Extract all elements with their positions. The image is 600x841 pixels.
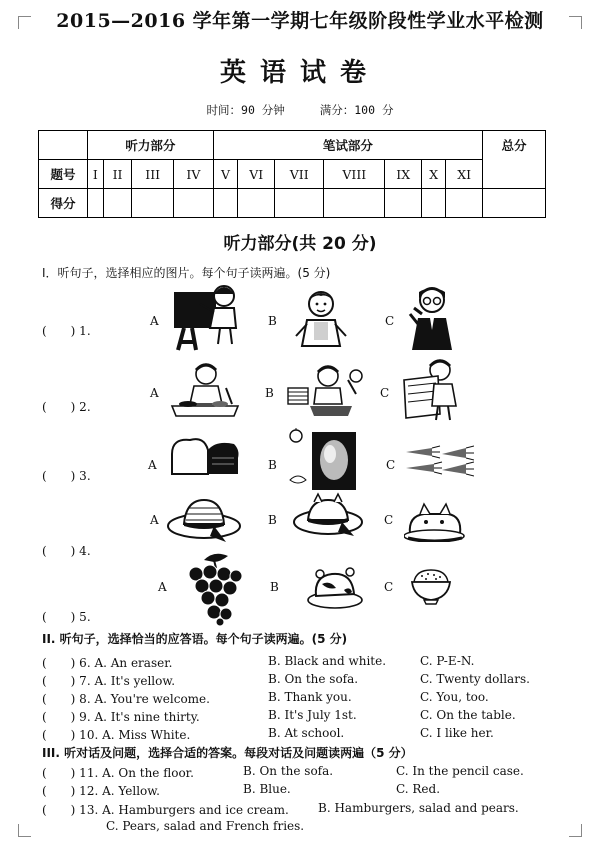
question-row-label: 题号 [39,160,88,189]
score-cell[interactable] [324,189,385,218]
written-header: 笔试部分 [213,131,482,160]
part2-heading: II. 听句子，选择恰当的应答语。每个句子读两遍。(5 分) [42,632,348,646]
option-letter: C [386,458,396,472]
exam-meta [0,102,600,118]
boy-picture [290,288,352,350]
q8-option-c: C. You, too. [420,690,489,704]
q12-option-c: C. Red. [396,782,441,796]
score-cell[interactable] [132,189,174,218]
numeral-cell: II [103,160,132,189]
q9-option-c: C. On the table. [420,708,516,722]
total-header: 总分 [483,131,546,189]
question-number: ( ) 4. [42,544,91,558]
listening-section-title: 听力部分(共 20 分) [223,234,377,254]
numeral-cell: III [132,160,174,189]
option-letter: A [158,580,167,594]
part3-heading: III. 听对话及问题，选择合适的答案。每段对话及问题读两遍（5 分） [42,746,413,760]
roast-chicken-picture [306,560,364,610]
kid-at-fridge-picture [398,356,464,422]
q7-option-b: B. On the sofa. [268,672,359,686]
q7-option-a: ( ) 7. A. It's yellow. [42,674,176,688]
score-cell[interactable] [385,189,422,218]
numeral-cell: XI [446,160,483,189]
numeral-cell: VII [275,160,324,189]
score-cell[interactable] [446,189,483,218]
q11-option-c: C. In the pencil case. [396,764,524,778]
exam-title: 2015—2016 学年第一学期七年级阶段性学业水平检测 [56,10,544,32]
option-letter: C [384,513,394,527]
score-row-label: 得分 [39,189,88,218]
score-table-corner [39,131,88,160]
q10-option-b: B. At school. [268,726,345,740]
kid-studying-picture [286,360,364,420]
score-cell[interactable] [421,189,445,218]
listening-header: 听力部分 [88,131,214,160]
score-cell[interactable] [103,189,132,218]
numeral-cell: V [213,160,238,189]
score-cell[interactable] [275,189,324,218]
question-number: ( ) 2. [42,400,91,414]
blackboard-teacher-picture [170,282,240,352]
score-cell[interactable] [213,189,238,218]
hat-picture [166,496,242,544]
q12-option-a: ( ) 12. A. Yellow. [42,784,160,798]
numeral-cell: IV [174,160,214,189]
cat-under-hat-picture [404,494,466,542]
q8-option-a: ( ) 8. A. You're welcome. [42,692,210,706]
option-letter: C [380,386,390,400]
option-letter: B [265,386,274,400]
q13-option-a: ( ) 13. A. Hamburgers and ice cream. [42,803,289,817]
score-table [38,130,546,218]
option-letter: B [270,580,279,594]
bread-picture [168,434,242,478]
option-letter: A [148,458,157,472]
q9-option-b: B. It's July 1st. [268,708,357,722]
q7-option-c: C. Twenty dollars. [420,672,530,686]
score-cell[interactable] [88,189,104,218]
rice-bowl-picture [410,566,452,606]
option-letter: B [268,314,277,328]
numeral-cell: IX [385,160,422,189]
q8-option-b: B. Thank you. [268,690,352,704]
numeral-cell: X [421,160,445,189]
part1-heading: I．听句子，选择相应的图片。每个句子读两遍。(5 分) [42,266,331,280]
time-label: 时间：90 分钟 [206,103,285,117]
numeral-cell: VI [238,160,275,189]
q11-option-b: B. On the sofa. [243,764,334,778]
option-letter: A [150,314,159,328]
exam-subject: 英语试卷 [219,58,380,88]
grapes-picture [184,550,244,626]
q9-option-a: ( ) 9. A. It's nine thirty. [42,710,200,724]
option-letter: A [150,513,159,527]
score-cell[interactable] [174,189,214,218]
option-letter: B [268,513,277,527]
score-cell[interactable] [238,189,275,218]
question-number: ( ) 3. [42,469,91,483]
numeral-cell: I [88,160,104,189]
option-letter: C [384,580,394,594]
q6-option-b: B. Black and white. [268,654,387,668]
q13-option-c: C. Pears, salad and French fries. [106,819,305,833]
q12-option-b: B. Blue. [243,782,291,796]
q11-option-a: ( ) 11. A. On the floor. [42,766,194,780]
total-score-cell[interactable] [483,189,546,218]
man-with-glasses-picture [402,284,460,352]
cat-in-hat-picture [292,492,364,540]
option-letter: A [150,386,159,400]
q6-option-c: C. P-E-N. [420,654,475,668]
carrots-picture [404,444,474,478]
score-label: 满分：100 分 [319,103,394,117]
egg-picture [288,428,358,492]
q10-option-a: ( ) 10. A. Miss White. [42,728,191,742]
q6-option-a: ( ) 6. A. An eraser. [42,656,173,670]
corner-mark [18,824,31,837]
option-letter: C [385,314,395,328]
question-number: ( ) 5. [42,610,91,624]
numeral-cell: VIII [324,160,385,189]
corner-mark [569,824,582,837]
kid-eating-picture [168,360,242,420]
q13-option-b: B. Hamburgers, salad and pears. [318,801,519,815]
question-number: ( ) 1. [42,324,91,338]
q10-option-c: C. I like her. [420,726,494,740]
option-letter: B [268,458,277,472]
